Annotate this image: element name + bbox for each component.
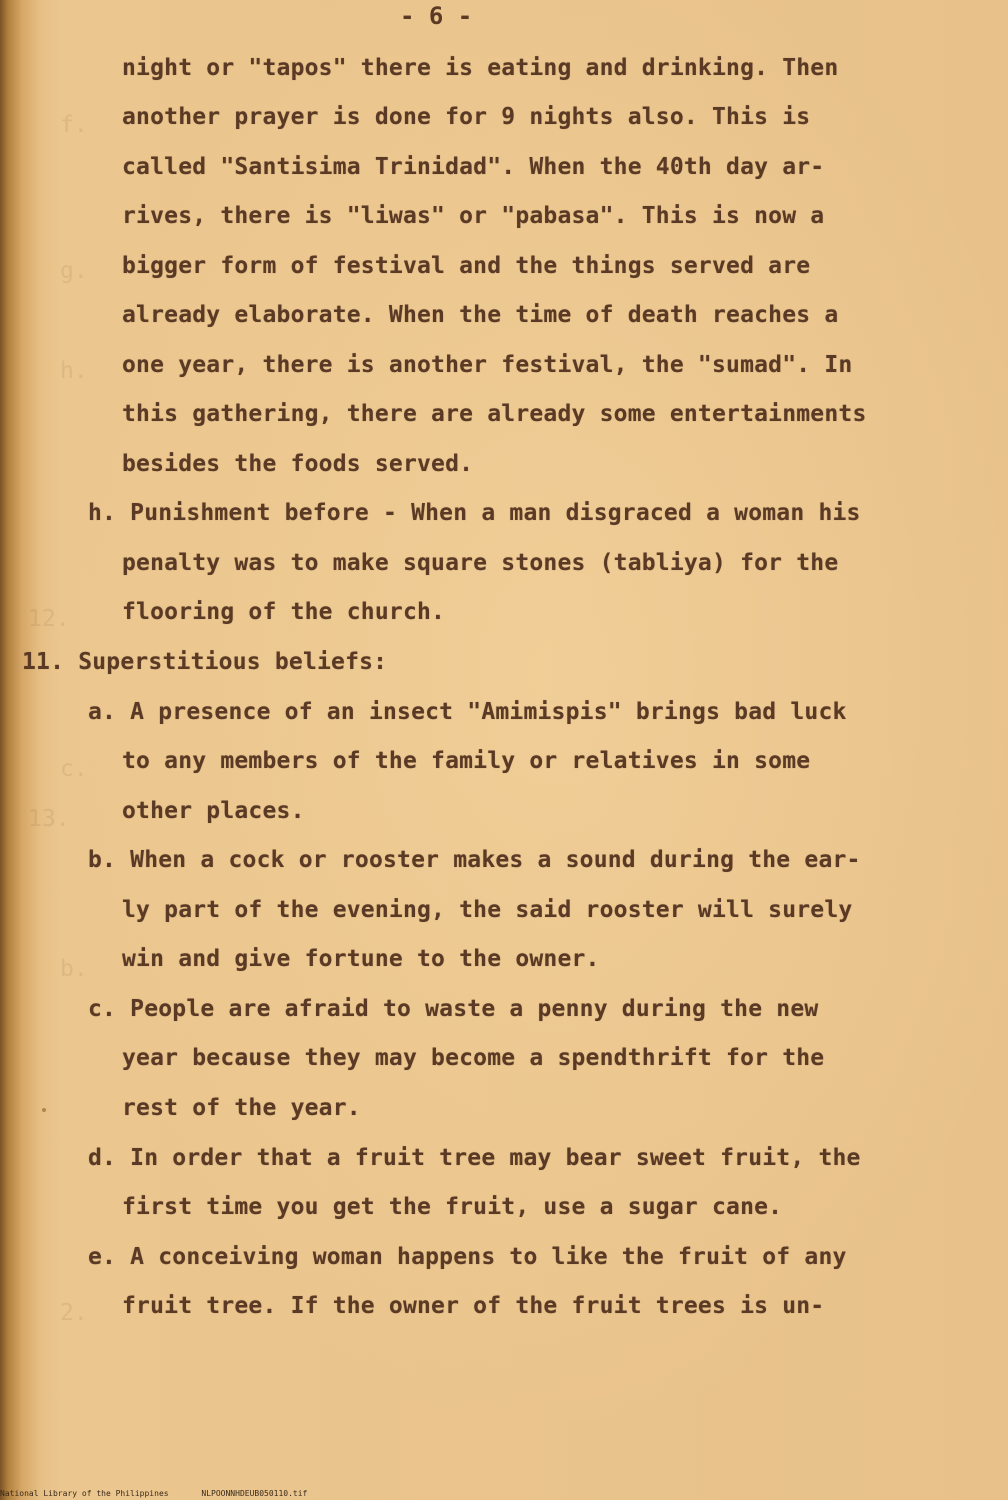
text-line: rives, there is "liwas" or "pabasa". This is now a	[122, 203, 825, 229]
list-item-d: d. In order that a fruit tree may bear sweet fruit, the	[88, 1145, 861, 1171]
text-line: already elaborate. When the time of death reaches a	[122, 302, 839, 328]
text-line: to any members of the family or relatives in some	[122, 748, 811, 774]
list-item-b: b. When a cock or rooster makes a sound during the ear-	[88, 847, 861, 873]
text-line: bigger form of festival and the things served are	[122, 253, 811, 279]
text-line: other places.	[122, 798, 305, 824]
text-line: besides the foods served.	[122, 451, 474, 477]
text-line: year because they may become a spendthrift for the	[122, 1045, 825, 1071]
list-item-e: e. A conceiving woman happens to like the fruit of any	[88, 1244, 847, 1270]
text-line: first time you get the fruit, use a sugar cane.	[122, 1194, 783, 1220]
bleed-through-mark: f.	[60, 112, 88, 138]
text-line: fruit tree. If the owner of the fruit trees is un-	[122, 1293, 825, 1319]
scan-footer	[0, 1489, 335, 1498]
list-item-c: c. People are afraid to waste a penny during the new	[88, 996, 819, 1022]
text-line: ly part of the evening, the said rooster will surely	[122, 897, 853, 923]
bleed-through-mark: h.	[60, 358, 88, 384]
page-number: - 6 -	[400, 2, 473, 30]
section-heading: 11. Superstitious beliefs:	[22, 649, 388, 675]
bleed-through-mark: b.	[60, 956, 88, 982]
text-line: another prayer is done for 9 nights also. This is	[122, 104, 811, 130]
bleed-through-mark: g.	[60, 258, 88, 284]
text-line: night or "tapos" there is eating and drinking. Then	[122, 55, 839, 81]
bleed-through-mark: 13.	[28, 806, 70, 832]
text-line: rest of the year.	[122, 1095, 361, 1121]
paper-speck	[42, 1108, 46, 1112]
bleed-through-mark: 12.	[28, 606, 70, 632]
footer-filename: NLPOONNHDEUB050110.tif	[201, 1489, 308, 1498]
text-line: win and give fortune to the owner.	[122, 946, 600, 972]
list-item-h: h. Punishment before - When a man disgraced a woman his	[88, 500, 861, 526]
text-line: flooring of the church.	[122, 599, 446, 625]
text-line: this gathering, there are already some entertainments	[122, 401, 867, 427]
bleed-through-mark: 2.	[60, 1300, 88, 1326]
text-line: one year, there is another festival, the "sumad". In	[122, 352, 853, 378]
list-item-a: a. A presence of an insect "Amimispis" brings bad luck	[88, 699, 847, 725]
text-line: penalty was to make square stones (tabliya) for the	[122, 550, 839, 576]
bleed-through-mark: c.	[60, 756, 88, 782]
footer-institution: National Library of the Philippines	[0, 1489, 169, 1498]
text-line: called "Santisima Trinidad". When the 40th day ar-	[122, 154, 825, 180]
